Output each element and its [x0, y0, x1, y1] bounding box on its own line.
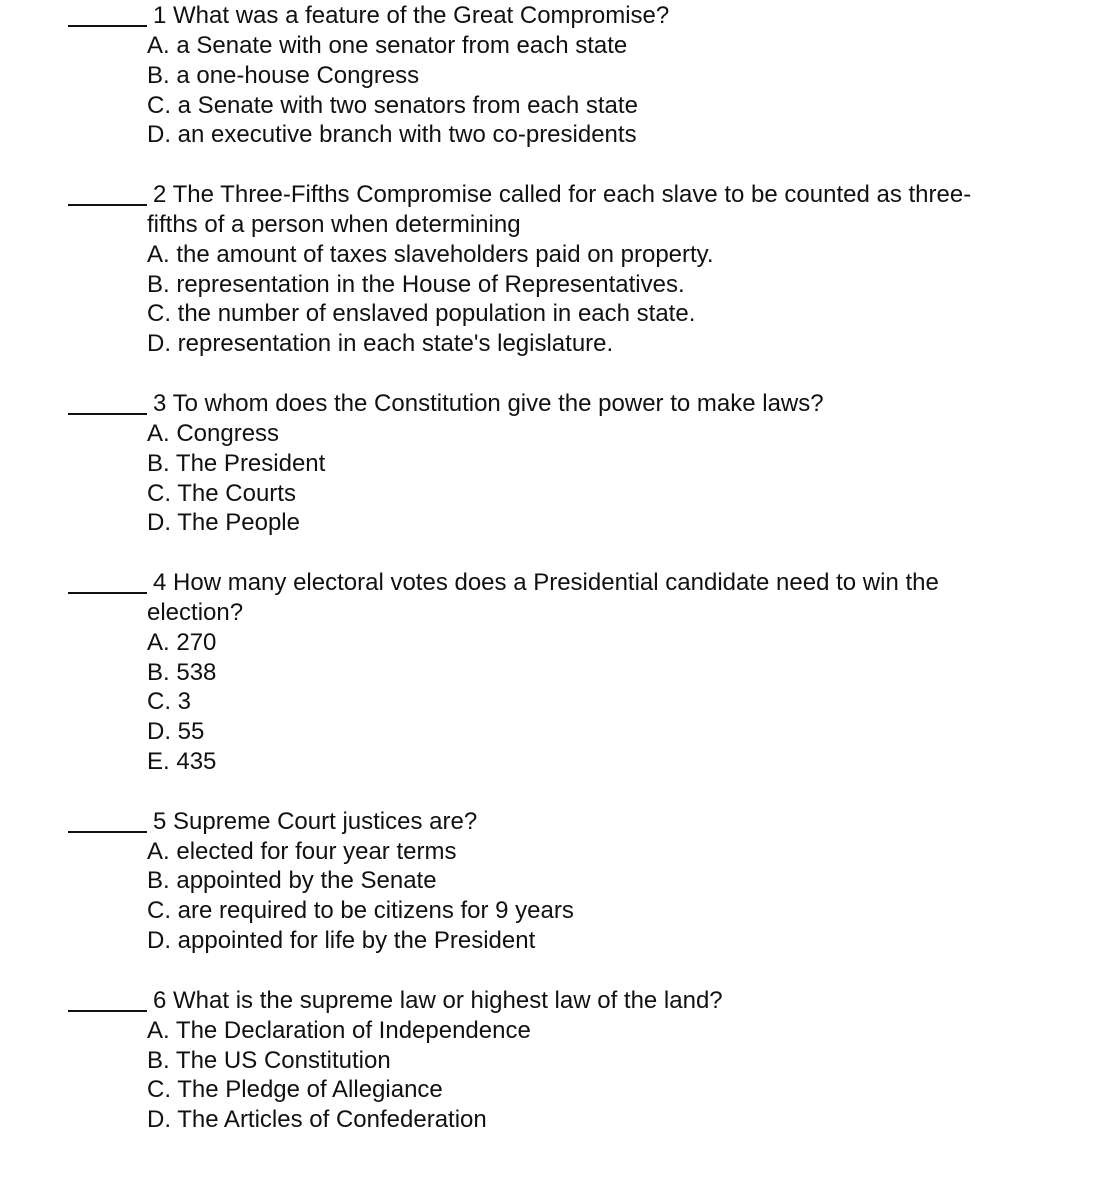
- question-text: [0, 568, 1103, 598]
- answer-option: D. representation in each state's legislature.: [147, 330, 614, 358]
- answer-option: D. 55: [147, 718, 205, 746]
- question-text: [0, 389, 1103, 419]
- answer-blank[interactable]: [68, 1010, 147, 1012]
- answer-option: B. representation in the House of Representatives.: [147, 270, 685, 298]
- answer-option: C. 3: [147, 688, 192, 716]
- answer-blank[interactable]: [68, 413, 147, 415]
- answer-option: C. a Senate with two senators from each state: [147, 91, 638, 119]
- question-text-line: Supreme Court justices are?: [173, 807, 478, 835]
- question-text: [0, 210, 1103, 240]
- answer-option: A. a Senate with one senator from each state: [147, 31, 628, 59]
- question-1: [0, 1, 1103, 150]
- answer-option: A. the amount of taxes slaveholders paid on property.: [147, 240, 714, 268]
- answer-option: C. the number of enslaved population in each state.: [147, 300, 696, 328]
- quiz-document: [0, 1, 1103, 1165]
- question-text-line: fifths of a person when determining: [147, 210, 521, 238]
- question-number: 2: [153, 181, 167, 209]
- question-text-line: How many electoral votes does a Presidential candidate need to win the: [173, 569, 939, 597]
- answer-option: A. Congress: [147, 419, 280, 447]
- question-text: [0, 1, 1103, 31]
- answer-option: C. The Courts: [147, 479, 296, 507]
- question-5: [0, 807, 1103, 956]
- answer-blank[interactable]: [68, 204, 147, 206]
- question-number: 4: [153, 569, 167, 597]
- question-text-line: What was a feature of the Great Compromise?: [173, 2, 670, 29]
- question-6: [0, 986, 1103, 1135]
- question-number: 6: [153, 986, 167, 1014]
- answer-option: B. 538: [147, 658, 217, 686]
- question-text-line: The Three-Fifths Compromise called for each slave to be counted as three-: [172, 181, 972, 209]
- question-number: 5: [153, 807, 167, 835]
- answer-option: D. The Articles of Confederation: [147, 1106, 487, 1134]
- answer-option: A. The Declaration of Independence: [147, 1016, 531, 1044]
- answer-option: B. appointed by the Senate: [147, 867, 437, 895]
- answer-blank[interactable]: [68, 592, 147, 594]
- answer-option: A. elected for four year terms: [147, 837, 457, 865]
- answer-option: B. The President: [147, 449, 326, 477]
- answer-option: B. The US Constitution: [147, 1046, 391, 1074]
- answer-option: C. are required to be citizens for 9 years: [147, 897, 574, 925]
- answer-option: B. a one-house Congress: [147, 61, 420, 89]
- answer-option: D. an executive branch with two co-presidents: [147, 121, 637, 149]
- question-text-line: To whom does the Constitution give the power to make laws?: [172, 389, 824, 417]
- answer-option: D. The People: [147, 509, 300, 537]
- question-text: [0, 986, 1103, 1016]
- question-text: [0, 180, 1103, 210]
- question-number: 3: [153, 389, 167, 417]
- question-2: [0, 180, 1103, 359]
- question-number: 1: [153, 2, 167, 29]
- answer-blank[interactable]: [68, 831, 147, 833]
- answer-option: E. 435: [147, 748, 217, 776]
- question-text-line: What is the supreme law or highest law of the land?: [173, 986, 723, 1014]
- answer-option: C. The Pledge of Allegiance: [147, 1076, 443, 1104]
- question-text: [0, 598, 1103, 628]
- question-text-line: election?: [147, 598, 244, 626]
- answer-option: A. 270: [147, 628, 217, 656]
- answer-option: D. appointed for life by the President: [147, 927, 536, 955]
- question-text: [0, 807, 1103, 837]
- answer-blank[interactable]: [68, 25, 147, 27]
- question-4: [0, 568, 1103, 777]
- question-3: [0, 389, 1103, 538]
